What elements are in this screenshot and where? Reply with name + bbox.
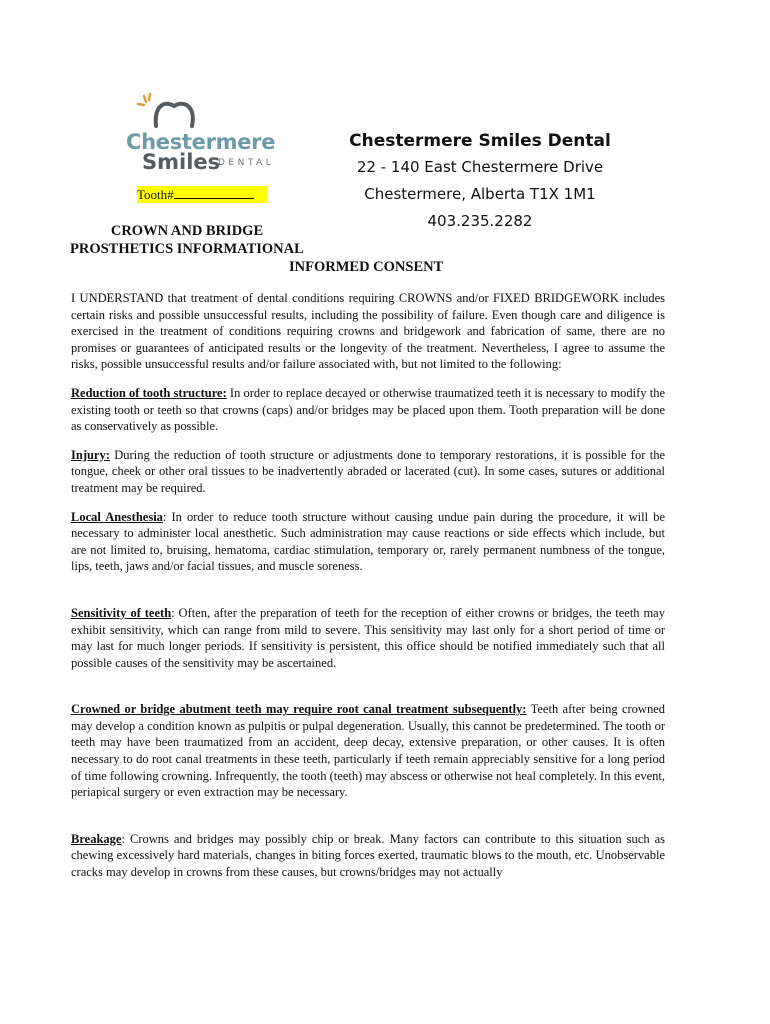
- logo-text-dental: DENTAL: [218, 158, 275, 168]
- section-heading: Breakage: [71, 831, 122, 846]
- section-heading: Crowned or bridge abutment teeth may require root canal treatment subsequently:: [71, 702, 527, 717]
- section-heading: Reduction of tooth structure:: [71, 385, 227, 400]
- section-breakage: [71, 831, 665, 881]
- section-text: Teeth after being crowned may develop a condition known as pulpitis or pulpal degeneration. Usually, this cannot be predetermined. The tooth or teeth may have been traumatized from an accident, deep decay, extensive preparation, or other causes. It is often necessary to do root canal treatments in these teeth, particularly if teeth remain appreciably sensitive for a long period of time following crowning. Infrequently, the tooth (teeth) may abscess or otherwise not heal completely. In this event, periapical surgery or even extraction may be necessary.: [71, 702, 665, 800]
- section-heading: Sensitivity of teeth: [71, 605, 172, 620]
- document-title-line2: PROSTHETICS INFORMATIONAL: [70, 241, 304, 257]
- section-heading: Local Anesthesia: [71, 509, 163, 524]
- tooth-number-field[interactable]: [137, 186, 267, 203]
- clinic-phone: 403.235.2282: [427, 212, 533, 230]
- section-heading: Injury:: [71, 447, 110, 462]
- section-reduction: [71, 385, 665, 435]
- section-injury: [71, 447, 665, 497]
- section-sensitivity: [71, 605, 665, 671]
- clinic-address-line2: Chestermere, Alberta T1X 1M1: [364, 185, 596, 203]
- section-local-anesthesia: [71, 509, 665, 575]
- intro-paragraph: I UNDERSTAND that treatment of dental conditions requiring CROWNS and/or FIXED BRIDGEWORK includes certain risks and possible unsuccessful results, including the possibility of failure. Even though care and diligence is exercised in the treatment of conditions requiring crowns and bridgework and fabrication of same, there are no promises or guarantees of anticipated results or the longevity of the treatment. Nevertheless, I agree to assume the risks, possible unsuccessful results and/or failure associated with, but not limited to the following:: [71, 291, 665, 372]
- tooth-logo-icon: [134, 92, 204, 130]
- section-text: : Often, after the preparation of teeth for the reception of either crowns or bridges, the teeth may exhibit sensitivity, which can range from mild to severe. This sensitivity may last only for a short period of time or may last for much longer periods. If sensitivity is persistent, this office should be notified immediately such that all possible causes of the sensitivity may be ascertained.: [71, 605, 665, 670]
- logo-text-chestermere: Chestermere: [126, 130, 276, 154]
- section-root-canal: [71, 701, 665, 801]
- tooth-number-label: Tooth#: [137, 187, 174, 202]
- tooth-number-input[interactable]: [174, 186, 254, 199]
- section-text: : In order to reduce tooth structure without causing undue pain during the procedure, it will be necessary to administer local anesthetic. Such administration may cause reactions or side effects which include, but are not limited to, bruising, hematoma, cardiac stimulation, temporary or, rarely permanent numbness of the tongue, lips, teeth, jaws and/or facial tissues, and muscle soreness.: [71, 509, 665, 574]
- consent-body: [71, 290, 665, 893]
- clinic-address-line1: 22 - 140 East Chestermere Drive: [356, 158, 604, 176]
- document-title-line3: INFORMED CONSENT: [289, 259, 444, 275]
- clinic-info: [340, 128, 620, 235]
- section-text: : Crowns and bridges may possibly chip or break. Many factors can contribute to this situation such as chewing excessively hard materials, changes in biting forces exerted, traumatic blows to the mouth, etc. Unobservable cracks may develop in crowns from these causes, but crowns/bridges may not actually: [71, 831, 665, 880]
- section-text: In order to replace decayed or otherwise traumatized teeth it is necessary to modify the existing tooth or teeth so that crowns (caps) and/or bridges may be placed upon them. Tooth preparation will be done as conservatively as possible.: [71, 385, 665, 434]
- document-title-line1: CROWN AND BRIDGE: [110, 223, 264, 239]
- clinic-logo: [124, 92, 284, 174]
- section-text: During the reduction of tooth structure or adjustments done to temporary restorations, it is possible for the tongue, cheek or other oral tissues to be inadvertently abraded or lacerated (cut). In some cases, sutures or additional treatment may be required.: [71, 447, 665, 495]
- logo-text-smiles: Smiles: [142, 150, 221, 174]
- clinic-name: Chestermere Smiles Dental: [349, 131, 611, 151]
